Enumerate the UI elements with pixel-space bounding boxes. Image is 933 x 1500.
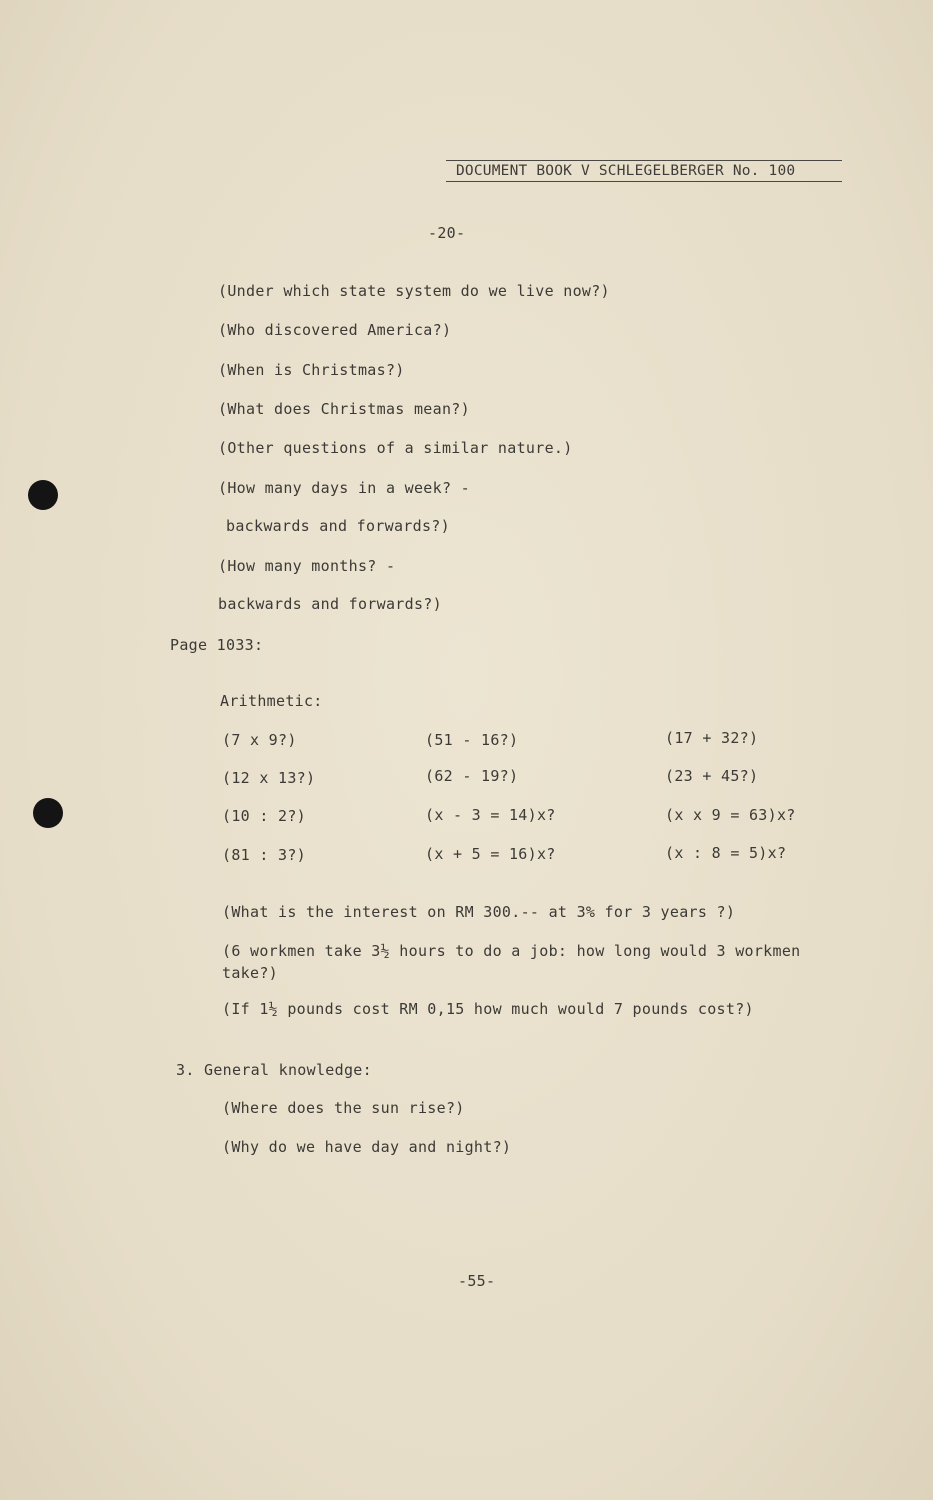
question-line: (How many months? - (218, 557, 396, 575)
document-reference-header: DOCUMENT BOOK V SCHLEGELBERGER No. 100 (446, 160, 842, 182)
word-problem: (6 workmen take 3½ hours to do a job: how long would 3 workmen take?) (222, 942, 801, 982)
arithmetic-cell: (17 + 32?) (665, 729, 759, 747)
question-line: (Who discovered America?) (218, 321, 452, 339)
arithmetic-cell: (51 - 16?) (425, 731, 519, 749)
arithmetic-cell: (81 : 3?) (222, 846, 306, 864)
page-reference: Page 1033: (170, 636, 264, 654)
general-knowledge-item: (Why do we have day and night?) (222, 1138, 512, 1156)
general-knowledge-heading: 3. General knowledge: (176, 1061, 372, 1079)
arithmetic-cell: (x - 3 = 14)x? (425, 806, 556, 824)
arithmetic-cell: (62 - 19?) (425, 767, 519, 785)
general-knowledge-item: (Where does the sun rise?) (222, 1099, 465, 1117)
arithmetic-cell: (23 + 45?) (665, 767, 759, 785)
question-line: (Under which state system do we live now?) (218, 282, 610, 300)
punch-hole (33, 798, 63, 828)
word-problem: (If 1½ pounds cost RM 0,15 how much would 7 pounds cost?) (222, 1000, 754, 1018)
arithmetic-cell: (12 x 13?) (222, 769, 316, 787)
arithmetic-cell: (7 x 9?) (222, 731, 297, 749)
page-number-bottom: -55- (458, 1272, 496, 1290)
question-line: (Other questions of a similar nature.) (218, 439, 573, 457)
punch-hole (28, 480, 58, 510)
arithmetic-cell: (x x 9 = 63)x? (665, 806, 796, 824)
question-line: (When is Christmas?) (218, 361, 405, 379)
question-line: (How many days in a week? - (218, 479, 470, 497)
question-line: backwards and forwards?) (226, 517, 450, 535)
arithmetic-cell: (x : 8 = 5)x? (665, 844, 787, 862)
arithmetic-cell: (x + 5 = 16)x? (425, 845, 556, 863)
question-line: backwards and forwards?) (218, 595, 442, 613)
arithmetic-cell: (10 : 2?) (222, 807, 306, 825)
arithmetic-heading: Arithmetic: (220, 692, 323, 710)
word-problem: (What is the interest on RM 300.-- at 3% for 3 years ?) (222, 903, 736, 921)
question-line: (What does Christmas mean?) (218, 400, 470, 418)
page-number-top: -20- (428, 224, 466, 242)
